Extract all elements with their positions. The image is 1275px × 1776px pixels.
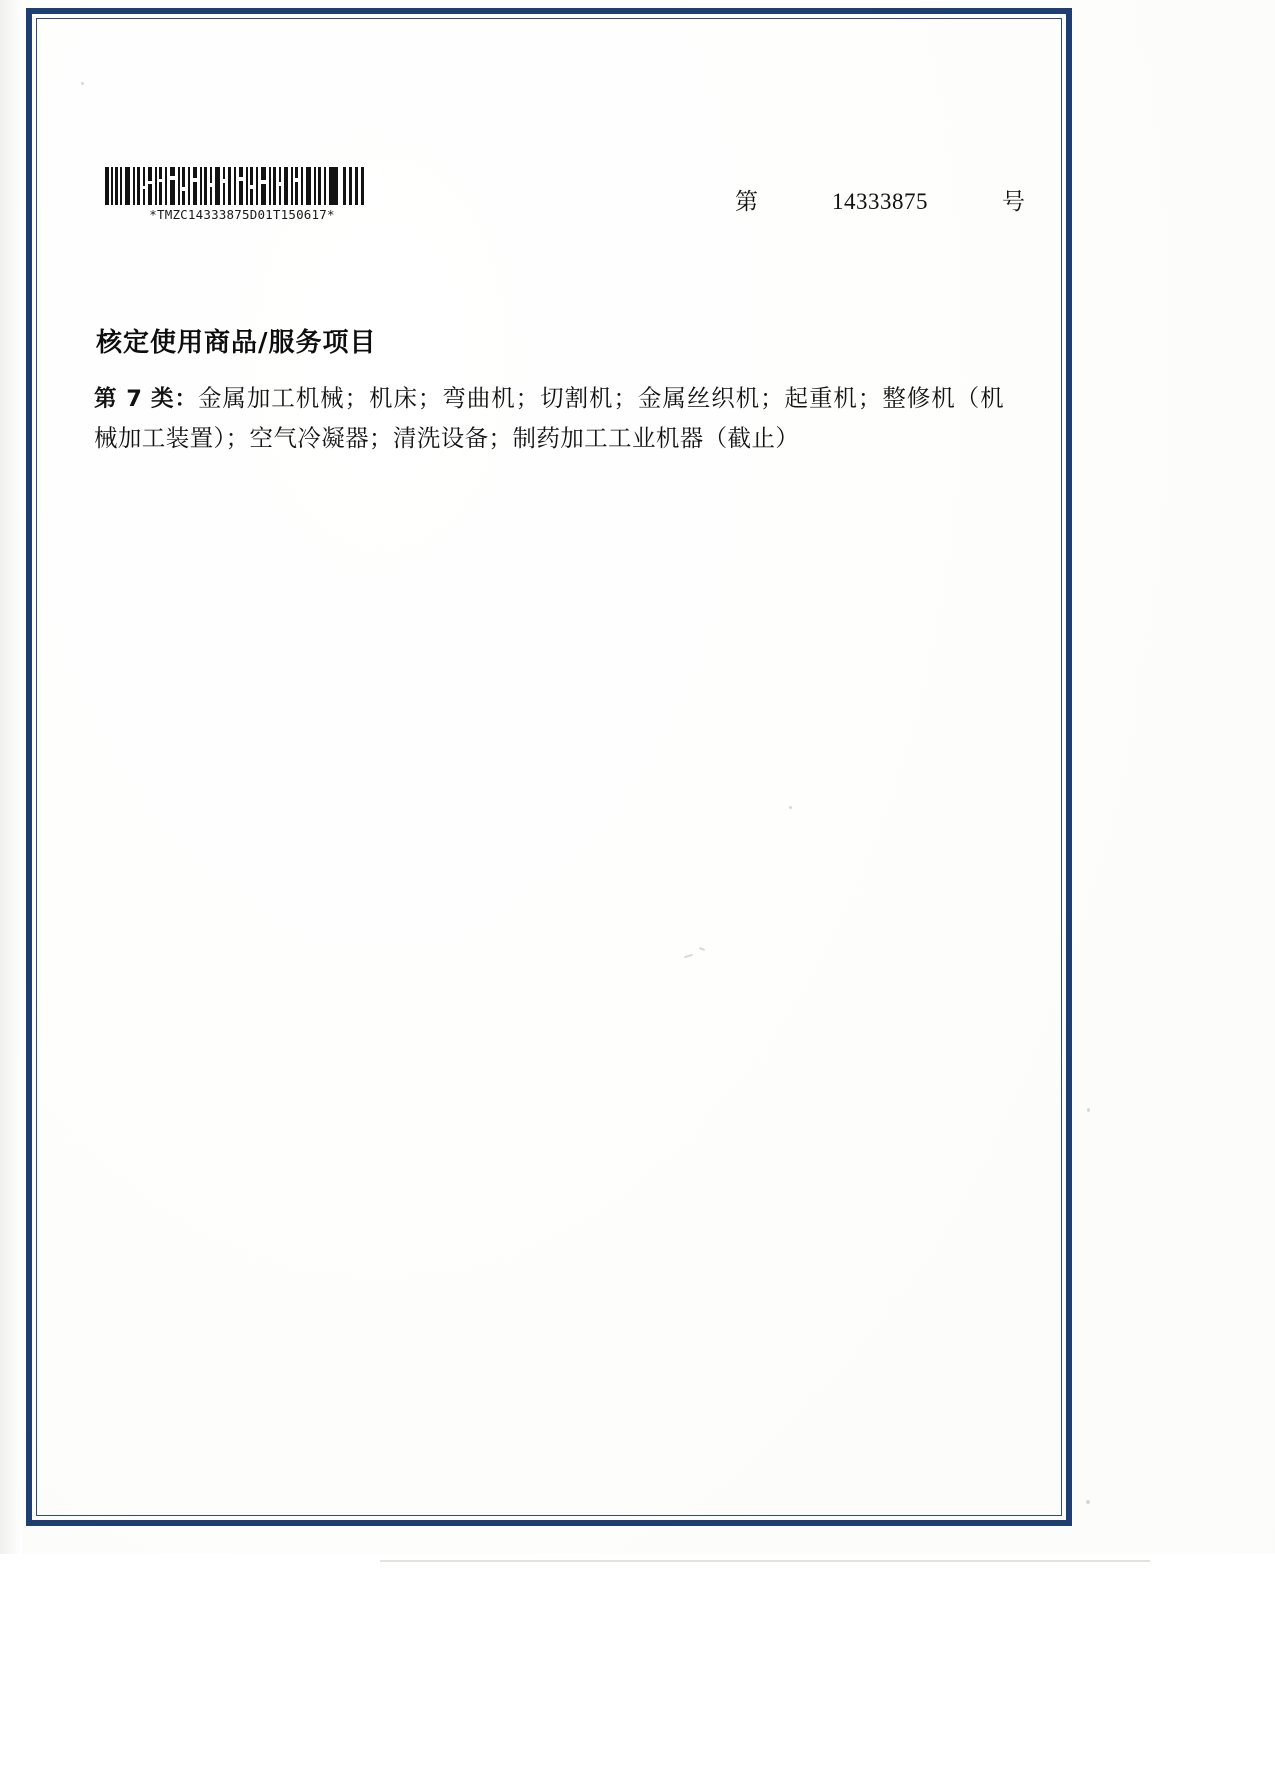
scan-speckle	[789, 806, 792, 809]
scan-speckle	[81, 82, 84, 85]
certificate-number-value: 14333875	[832, 189, 928, 214]
section-heading: 核定使用商品/服务项目	[96, 328, 377, 358]
class-label: 第 7 类：	[94, 386, 198, 412]
certificate-number-prefix: 第	[735, 189, 758, 214]
certificate-number-suffix: 号	[1002, 189, 1025, 214]
certificate-inner-border	[36, 18, 1062, 1516]
scan-speckle	[1086, 1500, 1090, 1504]
goods-services-paragraph	[94, 379, 1004, 459]
barcode-icon	[103, 167, 381, 205]
scan-speckle	[1087, 1108, 1090, 1112]
barcode-text: *TMZC14333875D01T150617*	[149, 207, 335, 222]
page-left-edge-shadow	[0, 0, 22, 1776]
goods-services-text: 金属加工机械；机床；弯曲机；切割机；金属丝织机；起重机；整修机（机械加工装置）；空气冷凝器；清洗设备；制药加工工业机器（截止）	[94, 386, 1004, 452]
page-bottom-edge-line	[380, 1560, 1150, 1562]
page-bottom-area	[0, 1554, 1275, 1776]
certificate-number	[735, 183, 1025, 216]
barcode-block	[103, 167, 381, 222]
